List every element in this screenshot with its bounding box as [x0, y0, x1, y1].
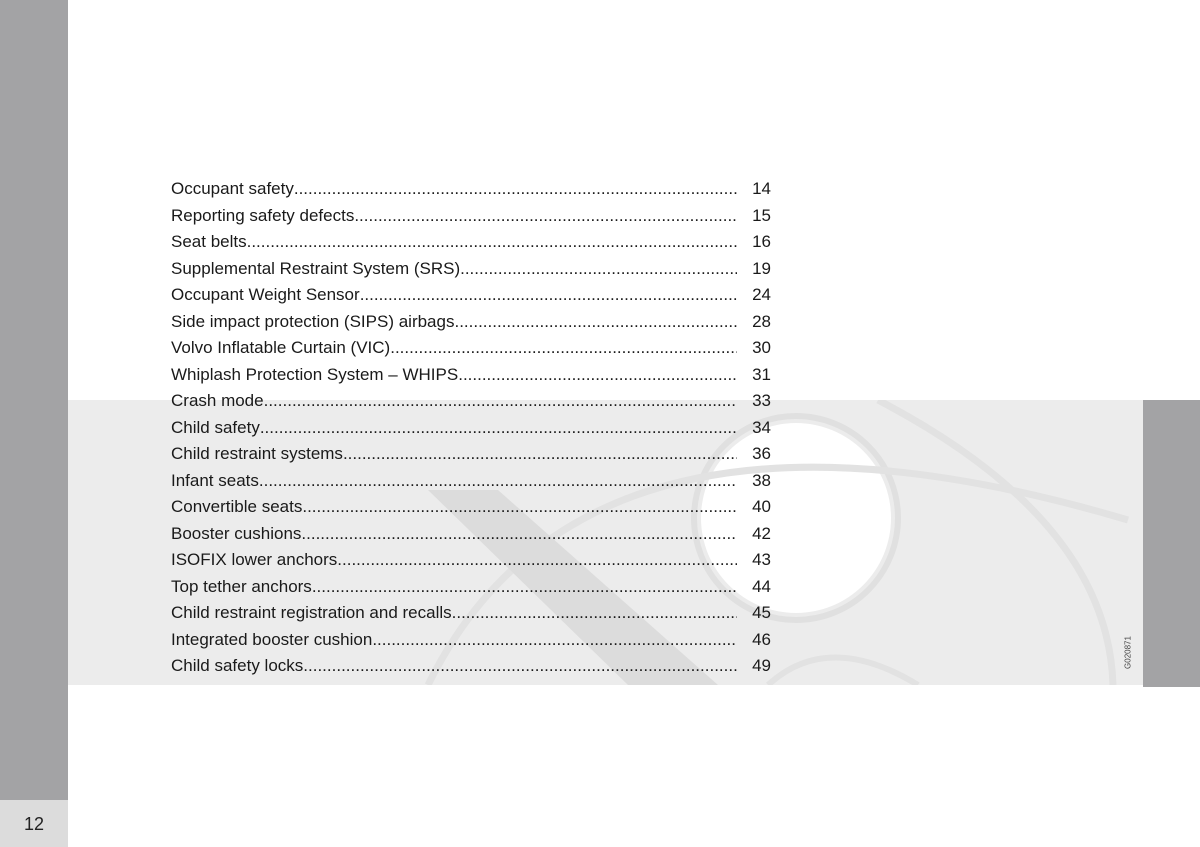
page-number: 12	[23, 814, 45, 834]
toc-entry-title: Side impact protection (SIPS) airbags	[171, 311, 455, 331]
toc-entry[interactable]	[171, 653, 771, 680]
toc-entry-page: 43	[752, 550, 771, 569]
toc-leader-dots	[260, 415, 737, 442]
toc-entry-page: 46	[752, 629, 771, 649]
toc-leader-dots	[390, 335, 737, 362]
toc-entry[interactable]	[171, 627, 771, 654]
toc-leader-dots	[303, 653, 737, 680]
toc-leader-dots	[302, 494, 737, 521]
toc-entry-page: 15	[752, 205, 771, 225]
toc-entry-page: 30	[752, 338, 771, 357]
toc-entry-title: Infant seats	[171, 470, 259, 490]
toc-leader-dots	[458, 362, 737, 389]
toc-entry[interactable]	[171, 521, 771, 548]
table-of-contents	[171, 176, 771, 680]
toc-entry-title: Seat belts	[171, 232, 247, 251]
toc-entry-title: Reporting safety defects	[171, 205, 355, 225]
toc-leader-dots	[454, 309, 737, 336]
toc-entry-page: 14	[752, 179, 771, 198]
toc-leader-dots	[343, 441, 737, 468]
toc-entry-title: Occupant Weight Sensor	[171, 285, 360, 304]
toc-leader-dots	[294, 176, 737, 203]
toc-entry-title: Top tether anchors	[171, 576, 312, 596]
toc-entry[interactable]	[171, 441, 771, 468]
toc-entry-page: 28	[752, 311, 771, 331]
toc-entry[interactable]	[171, 362, 771, 389]
toc-entry[interactable]	[171, 494, 771, 521]
toc-entry[interactable]	[171, 388, 771, 415]
toc-entry-page: 42	[752, 523, 771, 543]
toc-entry-page: 49	[752, 656, 771, 675]
toc-entry-title: Whiplash Protection System – WHIPS	[171, 364, 459, 384]
toc-entry[interactable]	[171, 256, 771, 283]
toc-entry[interactable]	[171, 335, 771, 362]
toc-leader-dots	[452, 600, 737, 627]
toc-entry-page: 34	[752, 417, 771, 437]
toc-entry-title: Volvo Inflatable Curtain (VIC)	[171, 338, 391, 357]
toc-entry-title: Child restraint registration and recalls	[171, 603, 452, 622]
toc-entry-page: 40	[752, 497, 771, 516]
toc-entry[interactable]	[171, 547, 771, 574]
toc-leader-dots	[360, 282, 737, 309]
toc-entry-title: Convertible seats	[171, 497, 303, 516]
toc-entry-page: 24	[752, 285, 771, 304]
toc-entry-page: 36	[752, 444, 771, 463]
toc-leader-dots	[301, 521, 737, 548]
toc-entry[interactable]	[171, 203, 771, 230]
left-margin-strip	[0, 0, 68, 800]
toc-leader-dots	[247, 229, 737, 256]
toc-entry[interactable]	[171, 282, 771, 309]
toc-entry-page: 33	[752, 391, 771, 410]
toc-entry[interactable]	[171, 176, 771, 203]
toc-entry[interactable]	[171, 229, 771, 256]
toc-entry[interactable]	[171, 600, 771, 627]
toc-entry-title: Integrated booster cushion	[171, 629, 373, 649]
toc-entry-page: 16	[752, 232, 771, 251]
chapter-tab	[1143, 400, 1200, 687]
toc-entry-title: Supplemental Restraint System (SRS)	[171, 258, 461, 278]
toc-entry-title: ISOFIX lower anchors	[171, 550, 338, 569]
toc-entry-page: 19	[752, 258, 771, 278]
toc-entry[interactable]	[171, 415, 771, 442]
toc-leader-dots	[354, 203, 737, 230]
toc-entry[interactable]	[171, 574, 771, 601]
toc-entry-page: 31	[752, 364, 771, 384]
toc-entry-page: 45	[752, 603, 771, 622]
toc-leader-dots	[264, 388, 737, 415]
toc-leader-dots	[460, 256, 737, 283]
toc-entry[interactable]	[171, 309, 771, 336]
toc-entry[interactable]	[171, 468, 771, 495]
toc-entry-page: 44	[752, 576, 771, 596]
toc-entry-title: Child safety	[171, 417, 260, 437]
image-code: G020871	[1123, 636, 1133, 669]
toc-leader-dots	[372, 627, 737, 654]
toc-leader-dots	[337, 547, 737, 574]
toc-entry-title: Crash mode	[171, 391, 264, 410]
toc-entry-title: Child safety locks	[171, 656, 304, 675]
toc-entry-title: Booster cushions	[171, 523, 302, 543]
toc-entry-title: Child restraint systems	[171, 444, 343, 463]
toc-entry-title: Occupant safety	[171, 179, 294, 198]
toc-entry-page: 38	[752, 470, 771, 490]
toc-leader-dots	[312, 574, 737, 601]
toc-leader-dots	[259, 468, 737, 495]
